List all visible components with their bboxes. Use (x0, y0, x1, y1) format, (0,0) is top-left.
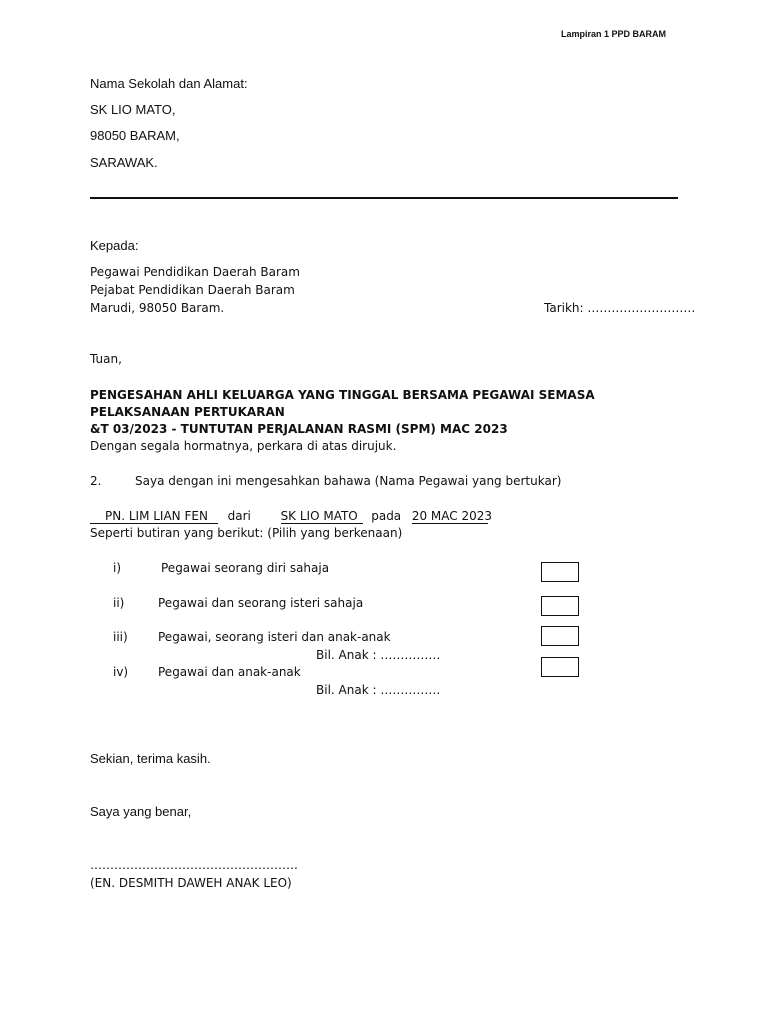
subject-line-1: PENGESAHAN AHLI KELUARGA YANG TINGGAL BERSAMA PEGAWAI SEMASA (90, 388, 595, 402)
option-label: Pegawai dan anak-anak (158, 665, 301, 679)
option-label: Pegawai dan seorang isteri sahaja (158, 596, 364, 610)
annex-label: Lampiran 1 PPD BARAM (561, 29, 667, 39)
children-count-field: Bil. Anak : …………… (316, 648, 441, 662)
officer-line (90, 509, 492, 524)
details-text: Seperti butiran yang berikut: (Pilih yang berkenaan) (90, 526, 403, 540)
officer-name: PN. LIM LIAN FEN (90, 509, 218, 524)
option-1-checkbox[interactable] (541, 562, 579, 582)
recipient-label: Kepada: (90, 238, 139, 253)
option-label: Pegawai, seorang isteri dan anak-anak (158, 630, 391, 644)
header-divider (90, 197, 678, 199)
word-pada: pada (371, 509, 402, 523)
para-2-number: 2. (90, 474, 102, 488)
option-number: iii) (113, 630, 128, 644)
option-number: iv) (113, 665, 129, 679)
option-label: Pegawai seorang diri sahaja (161, 561, 330, 575)
subject-line-3: &T 03/2023 - TUNTUTAN PERJALANAN RASMI (SPM) MAC 2023 (90, 422, 508, 436)
option-4-checkbox[interactable] (541, 657, 579, 677)
sender-label: Nama Sekolah dan Alamat: (90, 76, 248, 91)
signatory-name: (EN. DESMITH DAWEH ANAK LEO) (90, 876, 292, 890)
subject-line-2: PELAKSANAAN PERTUKARAN (90, 405, 285, 419)
option-2-checkbox[interactable] (541, 596, 579, 616)
intro-text: Dengan segala hormatnya, perkara di atas dirujuk. (90, 439, 397, 453)
recipient-line-1: Pegawai Pendidikan Daerah Baram (90, 265, 300, 279)
sender-line-2: 98050 BARAM, (90, 128, 180, 143)
children-count-field: Bil. Anak : …………… (316, 683, 441, 697)
para-2-text: Saya dengan ini mengesahkan bahawa (Nama Pegawai yang bertukar) (135, 474, 562, 488)
option-3-checkbox[interactable] (541, 626, 579, 646)
sender-line-3: SARAWAK. (90, 155, 158, 170)
recipient-line-2: Pejabat Pendidikan Daerah Baram (90, 283, 295, 297)
recipient-line-3: Marudi, 98050 Baram. (90, 301, 225, 315)
date-field: Tarikh: ……………………… (544, 301, 696, 315)
sender-line-1: SK LIO MATO, (90, 102, 176, 117)
signature-line: ……………………………………………. (90, 858, 298, 872)
salutation: Tuan, (90, 352, 122, 366)
word-dari: dari (227, 509, 251, 523)
closing-thanks: Sekian, terima kasih. (90, 751, 211, 766)
closing-sincerely: Saya yang benar, (90, 804, 192, 819)
transfer-date: 20 MAC 2023 (411, 509, 492, 523)
option-number: i) (113, 561, 122, 575)
option-number: ii) (113, 596, 125, 610)
school-name: SK LIO MATO (281, 509, 363, 524)
